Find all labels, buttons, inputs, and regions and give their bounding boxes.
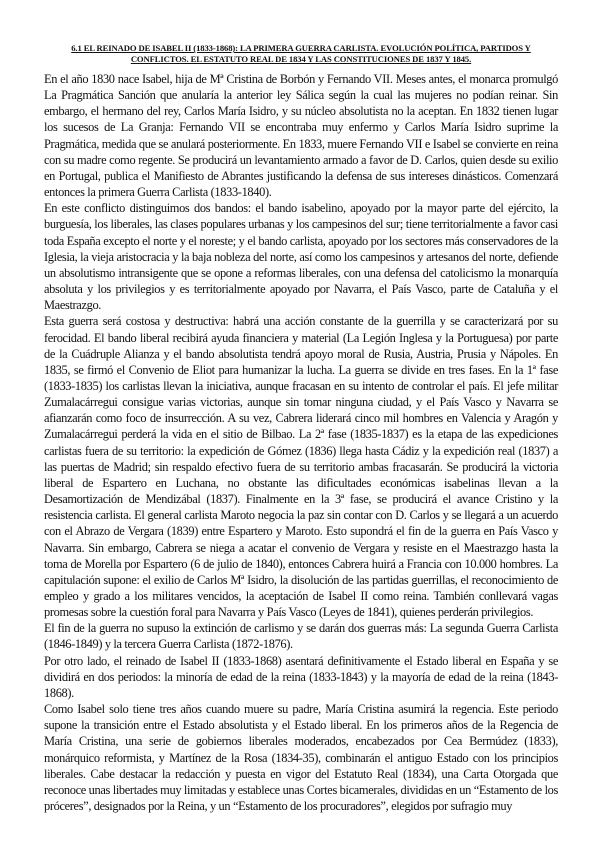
- paragraph: El fin de la guerra no supuso la extinción de carlismo y se darán dos guerras más: La segunda Guerra Carlista (1846-1849) y la tercera Guerra Carlista (1872-1876).: [44, 621, 558, 652]
- document-body: [44, 71, 558, 814]
- paragraph: Por otro lado, el reinado de Isabel II (1833-1868) asentará definitivamente el Estado liberal en España y se dividirá en dos periodos: la minoría de edad de la reina (1833-1843) y la mayoría de edad de la reina (1843-1868).: [44, 653, 558, 700]
- paragraph: En este conflicto distinguimos dos bandos: el bando isabelino, apoyado por la mayor parte del ejército, la burguesía, los liberales, las clases populares urbanas y los campesinos del sur; tiene territorialmente a favor casi toda España excepto el norte y el noreste; y el bando carlista, apoyado por los sectores más conservadores de la Iglesia, la vieja aristocracia y la baja nobleza del norte, así como los campesinos y artesanos del norte, defiende un absolutismo intransigente que se opone a reformas liberales, con una defensa del catolicismo la monarquía absoluta y los privilegios y es territorialmente apoyado por Navarra, el País Vasco, parte de Cataluña y el Maestrazgo.: [44, 201, 558, 313]
- document-title: 6.1 EL REINADO DE ISABEL II (1833-1868): LA PRIMERA GUERRA CARLISTA. EVOLUCIÓN POLÍTICA, PARTIDOS Y CONFLICTOS. EL ESTATUTO REAL DE 1834 Y LAS CONSTITUCIONES DE 1837 Y 1845.: [71, 43, 531, 64]
- paragraph: En el año 1830 nace Isabel, hija de Mª Cristina de Borbón y Fernando VII. Meses antes, el monarca promulgó La Pragmática Sanción que anularía la anterior ley Sálica según la cual las mujeres no podían reinar. Sin embargo, el hermano del rey, Carlos María Isidro, y su núcleo absolutista no la aceptan. En 1832 tienen lugar los sucesos de La Granja: Fernando VII se encontraba muy enfermo y Carlos María Isidro suprime la Pragmática, medida que se anulará posteriormente. En 1833, muere Fernando VII e Isabel se convierte en reina con su madre como regente. Se producirá un levantamiento armado a favor de D. Carlos, quien desde su exilio en Portugal, publica el Manifiesto de Abrantes justificando la defensa de sus intereses dinásticos. Comenzará entonces la primera Guerra Carlista (1833-1840).: [44, 72, 558, 200]
- paragraph: Como Isabel solo tiene tres años cuando muere su padre, María Cristina asumirá la regencia. Este periodo supone la transición entre el Estado absolutista y el Estado liberal. En los primeros años de la Regencia de María Cristina, una serie de gobiernos liberales moderados, encabezados por Cea Bermúdez (1833), monárquico reformista, y Martínez de la Rosa (1834-35), combinarán el antiguo Estado con los principios liberales. Cabe destacar la redacción y puesta en vigor del Estatuto Real (1834), una Carta Otorgada que reconoce unas libertades muy limitadas y establece unas Cortes bicamerales, divididas en un “Estamento de los próceres”, designados por la Reina, y un “Estamento de los procuradores”, elegidos por sufragio muy: [44, 702, 558, 814]
- paragraph: Esta guerra será costosa y destructiva: habrá una acción constante de la guerrilla y se caracterizará por su ferocidad. El bando liberal recibirá ayuda financiera y material (La Legión Inglesa y la Portuguesa) por parte de la Cuádruple Alianza y el bando absolutista tendrá apoyo moral de Rusia, Austria, Prusia y Nápoles. En 1835, se firmó el Convenio de Eliot para humanizar la lucha. La guerra se divide en tres fases. En la 1ª fase (1833-1835) los carlistas llevan la iniciativa, aunque fracasan en su intento de controlar el país. El jefe militar Zumalacárregui consigue varias victorias, aunque sin tomar ninguna ciudad, y el País Vasco y Navarra se afianzarán como foco de insurrección. A su vez, Cabrera liderará cinco mil hombres en Valencia y Aragón y Zumalacárregui perderá la vida en el sitio de Bilbao. La 2ª fase (1835-1837) es la etapa de las expediciones carlistas fuera de su territorio: la expedición de Gómez (1836) llega hasta Cádiz y la expedición real (1837) a las puertas de Madrid; sin respaldo efectivo fuera de su territorio ambas fracasarán. Se producirá la victoria liberal de Espartero en Luchana, no obstante las dificultades económicas isabelinas llevan a la Desamortización de Mendizábal (1837). Finalmente en la 3ª fase, se producirá el avance Cristino y la resistencia carlista. El general carlista Maroto negocia la paz sin contar con D. Carlos y se llegará a un acuerdo con el Abrazo de Vergara (1839) entre Espartero y Maroto. Esto supondrá el fin de la guerra en País Vasco y Navarra. Sin embargo, Cabrera se niega a acatar el convenio de Vergara y resiste en el Maestrazgo hasta la toma de Morella por Espartero (6 de julio de 1840), entonces Cabrera huirá a Francia con 10.000 hombres. La capitulación supone: el exilio de Carlos Mª Isidro, la disolución de las partidas guerrillas, el reconocimiento de empleo y grado a los militares vencidos, la aceptación de Isabel II como reina. También conllevará vagas promesas sobre la cuestión foral para Navarra y País Vasco (Leyes de 1841), quienes perderán privilegios.: [44, 314, 558, 620]
